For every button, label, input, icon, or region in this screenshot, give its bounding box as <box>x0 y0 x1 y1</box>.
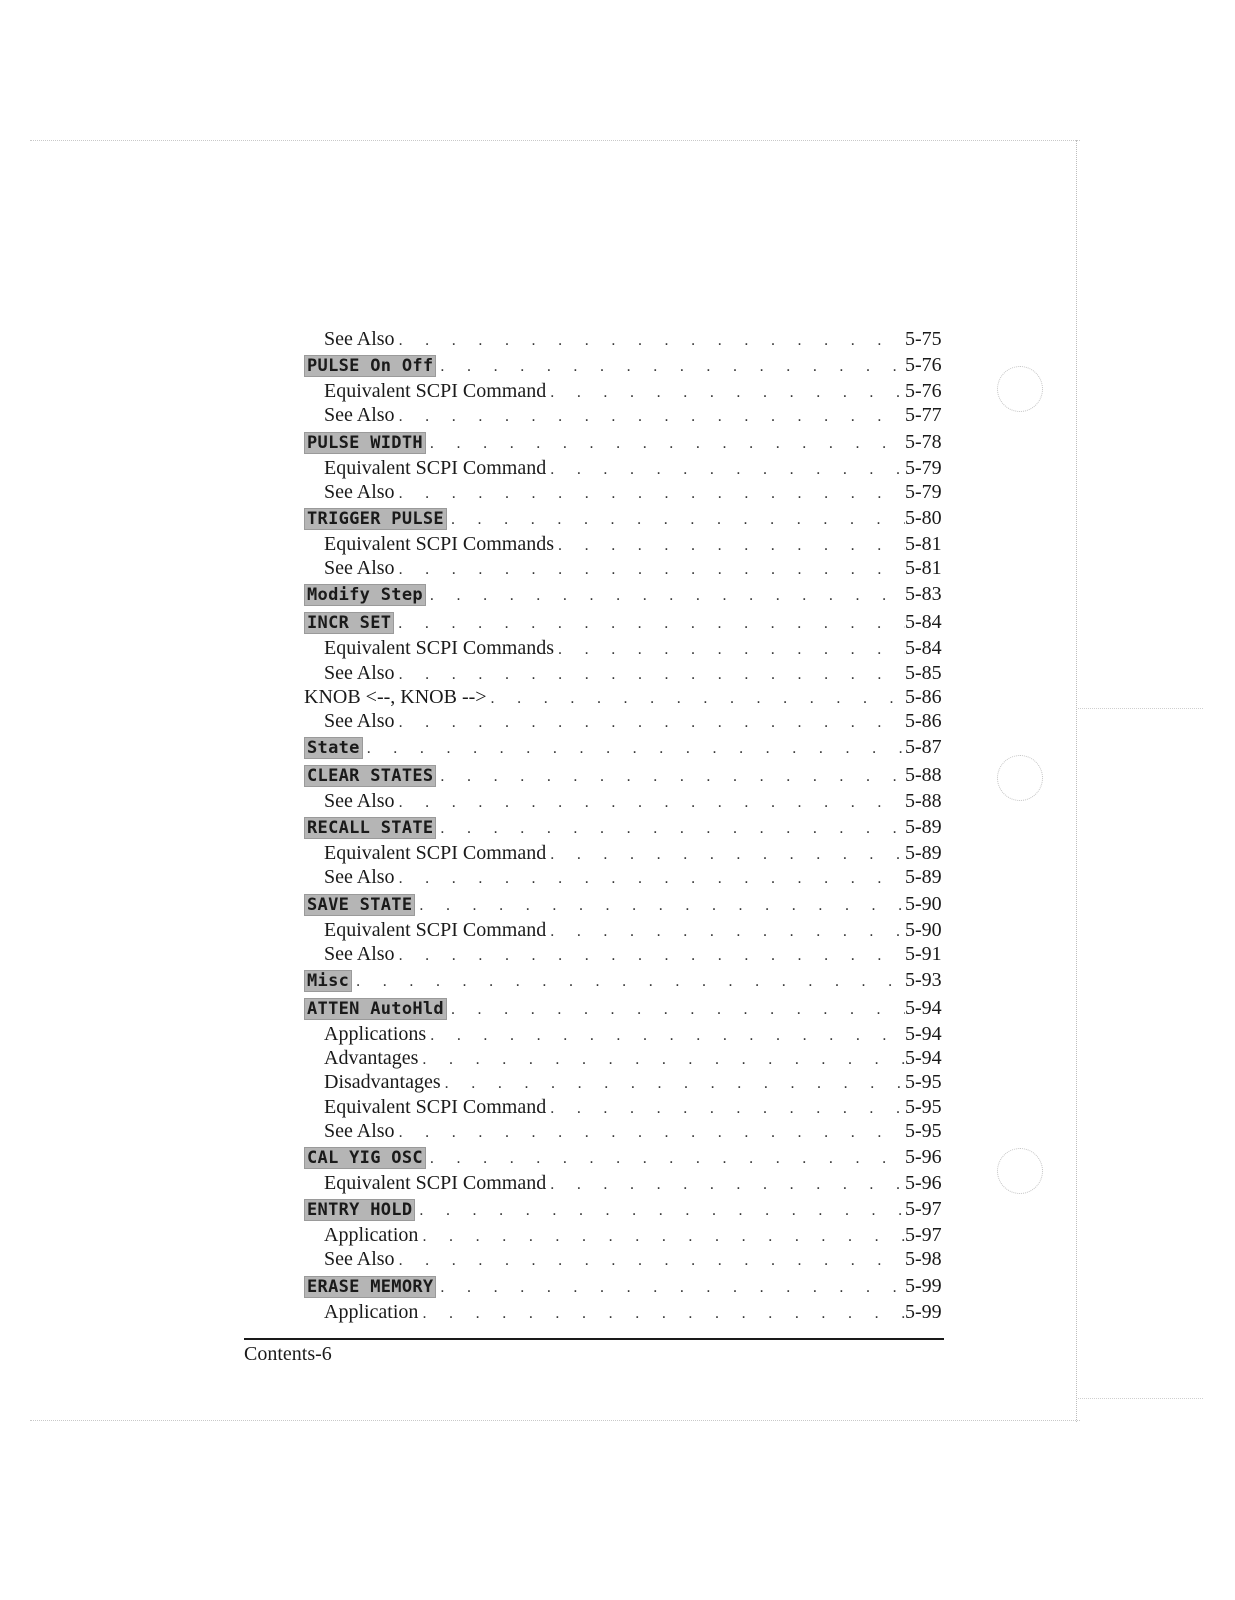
dot-leader <box>399 944 905 968</box>
toc-softkey-label: SAVE STATE <box>304 894 415 916</box>
toc-entry-label: Equivalent SCPI Commands <box>324 532 554 555</box>
toc-page-number: 5-75 <box>905 328 942 350</box>
toc-entry-title <box>324 1095 550 1119</box>
toc-entry[interactable] <box>304 1223 949 1247</box>
toc-page-number: 5-86 <box>905 685 942 708</box>
toc-page-number: 5-89 <box>905 842 942 865</box>
toc-page-number: 5-84 <box>905 611 942 634</box>
toc-softkey-label: RECALL STATE <box>304 817 436 839</box>
dot-leader <box>399 791 905 815</box>
toc-entry-title <box>324 841 550 865</box>
toc-page-number: 5-95 <box>905 1119 942 1142</box>
toc-page-number: 5-79 <box>905 456 942 479</box>
toc-entry-title <box>324 942 399 966</box>
toc-page-number: 5-95 <box>905 1095 942 1118</box>
toc-entry[interactable] <box>304 1095 949 1119</box>
dot-leader <box>422 1225 905 1249</box>
toc-entry[interactable] <box>304 918 949 942</box>
toc-softkey-label: ERASE MEMORY <box>304 1276 436 1298</box>
dot-leader <box>558 638 905 662</box>
dot-leader <box>398 612 905 636</box>
dot-leader <box>399 1249 905 1273</box>
toc-entry-label: See Also <box>324 1119 395 1142</box>
page-edge-bottom <box>30 1420 1080 1421</box>
dot-leader <box>356 970 905 994</box>
toc-entry[interactable] <box>304 1274 949 1300</box>
toc-entry-label: See Also <box>324 942 395 965</box>
dot-leader <box>422 1302 905 1326</box>
toc-entry[interactable] <box>304 865 949 889</box>
toc-page-number: 5-99 <box>905 1300 942 1323</box>
toc-entry-label: Equivalent SCPI Commands <box>324 637 554 660</box>
toc-softkey-label: INCR SET <box>304 612 394 634</box>
toc-entry-label: Advantages <box>324 1047 419 1070</box>
toc-page-number: 5-80 <box>905 506 942 529</box>
toc-entry-label: See Also <box>324 557 395 580</box>
toc-entry-label: See Also <box>324 661 395 684</box>
toc-entry[interactable] <box>304 709 949 733</box>
toc-entry-label: Equivalent SCPI Command <box>324 380 547 403</box>
toc-entry-label: See Also <box>324 404 395 427</box>
toc-softkey-label: ENTRY HOLD <box>304 1199 415 1221</box>
footer-rule <box>244 1338 944 1340</box>
toc-entry[interactable] <box>304 841 949 865</box>
toc-entry[interactable] <box>304 1070 949 1094</box>
toc-entry[interactable] <box>304 327 949 351</box>
toc-entry-label: Equivalent SCPI Command <box>324 842 547 865</box>
toc-entry-title <box>304 430 430 455</box>
toc-entry[interactable] <box>304 1046 949 1070</box>
dot-leader <box>451 508 905 532</box>
toc-entry[interactable] <box>304 815 949 841</box>
toc-page-number: 5-86 <box>905 709 942 732</box>
dot-leader <box>430 1147 905 1171</box>
toc-entry-title <box>324 1022 430 1046</box>
toc-entry-title <box>304 353 440 378</box>
toc-entry-label: See Also <box>324 709 395 732</box>
toc-entry-title <box>324 556 399 580</box>
toc-entry-label: Disadvantages <box>324 1071 441 1094</box>
toc-entry[interactable] <box>304 1145 949 1171</box>
binder-hole <box>997 1148 1043 1194</box>
page-edge-right <box>1076 140 1077 1422</box>
toc-softkey-label: PULSE WIDTH <box>304 432 426 454</box>
page-edge-mark <box>1078 1398 1203 1399</box>
binder-hole <box>997 755 1043 801</box>
toc-entry-label: Application <box>324 1224 419 1247</box>
toc-softkey-label: State <box>304 737 363 759</box>
toc-entry-title <box>304 815 440 840</box>
toc-page-number: 5-84 <box>905 637 942 660</box>
dot-leader <box>399 329 905 353</box>
toc-page-number: 5-94 <box>905 1023 942 1045</box>
toc-entry[interactable] <box>304 456 949 480</box>
toc-entry-label: Equivalent SCPI Command <box>324 456 547 479</box>
dot-leader <box>399 867 905 891</box>
toc-entry[interactable] <box>304 789 949 813</box>
dot-leader <box>491 687 905 711</box>
toc-entry[interactable] <box>304 582 949 608</box>
toc-entry-label: See Also <box>324 790 395 813</box>
toc-page-number: 5-87 <box>905 736 942 759</box>
page-edge-top <box>30 140 1080 141</box>
toc-entry-title <box>324 1119 399 1143</box>
toc-entry-title <box>324 918 550 942</box>
toc-entry-label: See Also <box>324 1248 395 1271</box>
dot-leader <box>419 1199 905 1223</box>
dot-leader <box>440 817 905 841</box>
toc-entry-title <box>304 1197 419 1222</box>
dot-leader <box>367 737 905 761</box>
toc-page-number: 5-99 <box>905 1274 942 1297</box>
toc-entry-title <box>324 789 399 813</box>
toc-entry-label: Application <box>324 1300 419 1323</box>
toc-entry[interactable] <box>304 996 949 1022</box>
toc-softkey-label: PULSE On Off <box>304 355 436 377</box>
page-edge-mark <box>1078 708 1203 709</box>
toc-entry-title <box>304 763 440 788</box>
toc-page-number: 5-81 <box>905 532 942 555</box>
toc-entry[interactable] <box>304 379 949 403</box>
dot-leader <box>430 1024 905 1048</box>
toc-page-number: 5-89 <box>905 866 942 889</box>
toc-page-number: 5-96 <box>905 1145 942 1168</box>
toc-page-number: 5-88 <box>905 790 942 813</box>
toc-entry-title <box>304 610 398 635</box>
toc-entry-title <box>324 1070 445 1094</box>
toc-page-number: 5-91 <box>905 942 942 965</box>
dot-leader <box>430 584 905 608</box>
toc-entry-title <box>304 892 419 917</box>
toc-entry[interactable] <box>304 661 949 685</box>
toc-entry[interactable] <box>304 1171 949 1195</box>
toc-entry-title <box>324 636 558 660</box>
toc-entry-title <box>324 1223 422 1247</box>
toc-entry-title <box>304 506 451 531</box>
toc-softkey-label: CLEAR STATES <box>304 765 436 787</box>
toc-entry[interactable] <box>304 636 949 660</box>
toc-entry-title <box>304 1274 440 1299</box>
toc-entry-label: Applications <box>324 1023 427 1045</box>
toc-entry[interactable] <box>304 610 949 636</box>
toc-page-number: 5-76 <box>905 380 942 403</box>
toc-softkey-label: Modify Step <box>304 584 426 606</box>
toc-page-number: 5-95 <box>905 1071 942 1094</box>
dot-leader <box>550 920 905 944</box>
toc-page-number: 5-79 <box>905 480 942 503</box>
dot-leader <box>430 432 905 456</box>
toc-entry[interactable] <box>304 1119 949 1143</box>
dot-leader <box>550 458 905 482</box>
binder-hole <box>997 366 1043 412</box>
dot-leader <box>550 843 905 867</box>
toc-page-number: 5-78 <box>905 430 942 453</box>
toc-entry-title <box>324 456 550 480</box>
page-footer-label: Contents-6 <box>244 1343 332 1365</box>
toc-entry-title <box>304 968 356 993</box>
toc-entry-title <box>324 480 399 504</box>
toc-entry[interactable] <box>304 685 949 709</box>
toc-entry-title <box>304 735 367 760</box>
toc-entry[interactable] <box>304 892 949 918</box>
toc-entry-title <box>304 996 451 1021</box>
dot-leader <box>399 405 905 429</box>
toc-page-number: 5-94 <box>905 997 942 1019</box>
toc-entry-title <box>324 1247 399 1271</box>
toc-entry[interactable] <box>304 1197 949 1223</box>
toc-entry[interactable] <box>304 763 949 789</box>
toc-entry[interactable] <box>304 403 949 427</box>
toc-entry-title <box>304 1145 430 1170</box>
toc-entry[interactable] <box>304 735 949 761</box>
toc-entry-label: See Also <box>324 480 395 503</box>
toc-entry-title <box>324 1300 422 1324</box>
toc-page-number: 5-93 <box>905 969 942 991</box>
toc-softkey-label: CAL YIG OSC <box>304 1147 426 1169</box>
toc-entry[interactable] <box>304 942 949 966</box>
toc-page-number: 5-97 <box>905 1198 942 1221</box>
dot-leader <box>558 534 905 558</box>
toc-page-number: 5-88 <box>905 764 942 787</box>
toc-entry[interactable] <box>304 1300 949 1324</box>
toc-page-number: 5-89 <box>905 816 942 839</box>
toc-entry-label: Equivalent SCPI Command <box>324 1095 547 1118</box>
dot-leader <box>550 1097 905 1121</box>
toc-page-number: 5-77 <box>905 404 942 427</box>
toc-page-number: 5-96 <box>905 1171 942 1194</box>
toc-entry[interactable] <box>304 1247 949 1271</box>
dot-leader <box>399 711 905 735</box>
dot-leader <box>399 558 905 582</box>
toc-entry[interactable] <box>304 1022 949 1046</box>
toc-entry-title <box>324 1046 422 1070</box>
dot-leader <box>419 894 905 918</box>
dot-leader <box>440 1276 905 1300</box>
toc-softkey-label: TRIGGER PULSE <box>304 508 447 530</box>
toc-entry-title <box>304 582 430 607</box>
toc-entry-title <box>304 685 491 709</box>
toc-entry-label: KNOB <--, KNOB --> <box>304 685 487 708</box>
toc-entry[interactable] <box>304 430 949 456</box>
toc-entry-title <box>324 403 399 427</box>
dot-leader <box>440 765 905 789</box>
toc-page-number: 5-81 <box>905 557 942 580</box>
toc-entry-title <box>324 327 399 351</box>
toc-page-number: 5-90 <box>905 892 942 915</box>
toc-entry-label: See Also <box>324 328 395 350</box>
dot-leader <box>445 1072 905 1096</box>
toc-entry[interactable] <box>304 968 949 994</box>
dot-leader <box>550 381 905 405</box>
toc-page-number: 5-76 <box>905 354 942 377</box>
dot-leader <box>399 482 905 506</box>
toc-entry[interactable] <box>304 506 949 532</box>
toc-page-number: 5-83 <box>905 583 942 606</box>
toc-entry[interactable] <box>304 532 949 556</box>
toc-entry[interactable] <box>304 480 949 504</box>
toc-entry-title <box>324 532 558 556</box>
dot-leader <box>440 355 905 379</box>
toc-entry-title <box>324 1171 550 1195</box>
toc-entry-title <box>324 661 399 685</box>
toc-page-number: 5-98 <box>905 1248 942 1271</box>
toc-page-number: 5-85 <box>905 661 942 684</box>
toc-page-number: 5-90 <box>905 918 942 941</box>
dot-leader <box>550 1173 905 1197</box>
toc-entry[interactable] <box>304 353 949 379</box>
dot-leader <box>399 663 905 687</box>
toc-entry[interactable] <box>304 556 949 580</box>
toc-softkey-label: Misc <box>304 970 352 992</box>
toc-softkey-label: ATTEN AutoHld <box>304 998 447 1020</box>
toc-page-number: 5-94 <box>905 1047 942 1070</box>
toc-entry-label: Equivalent SCPI Command <box>324 1171 547 1194</box>
dot-leader <box>399 1121 905 1145</box>
toc-entry-label: See Also <box>324 866 395 889</box>
toc-entry-title <box>324 709 399 733</box>
toc-page-number: 5-97 <box>905 1224 942 1247</box>
toc-entry-title <box>324 379 550 403</box>
toc-entry-label: Equivalent SCPI Command <box>324 918 547 941</box>
table-of-contents <box>304 327 949 1324</box>
dot-leader <box>422 1048 905 1072</box>
toc-entry-title <box>324 865 399 889</box>
dot-leader <box>451 998 905 1022</box>
